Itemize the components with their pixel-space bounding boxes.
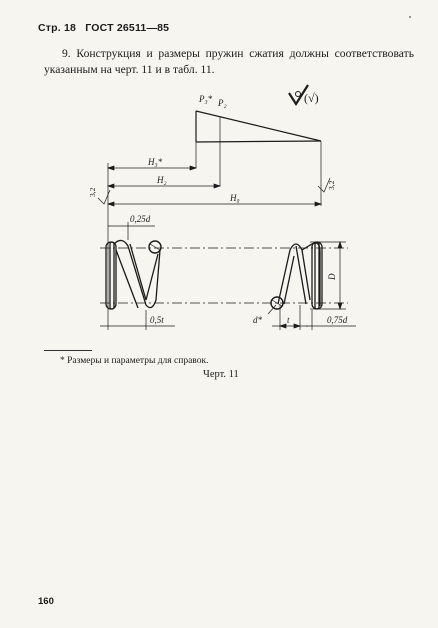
spring-coils-left [106, 240, 161, 309]
label-rough-right: 3,2 [327, 180, 336, 190]
label-p3: P₃* [199, 94, 213, 104]
label-wire-diameter: d* [253, 315, 262, 325]
figure-caption: Черт. 11 [203, 369, 239, 380]
label-h2: H₂ [157, 175, 167, 185]
label-0-5t: 0,5t [150, 315, 164, 325]
roughness-mark: (√) [304, 91, 319, 105]
label-pitch: t [287, 315, 290, 325]
scan-speck [409, 16, 411, 18]
label-0-75d: 0,75d [327, 315, 348, 325]
label-h3: H₃* [148, 157, 163, 167]
body-paragraph: 9. Конструкция и размеры пружин сжатия должны соответствовать указанным на черт. 11 и в табл. 11. [44, 47, 414, 76]
label-0-25d: 0,25d [130, 214, 151, 224]
load-diagram [196, 111, 321, 206]
page-number: 160 [38, 596, 54, 607]
footnote-rule [44, 350, 92, 351]
footnote: * Размеры и параметры для справок. [60, 356, 209, 366]
label-p2: P₂ [218, 98, 227, 108]
label-outer-diameter: D [327, 273, 337, 280]
label-rough-left: 3,2 [88, 187, 97, 197]
page-label: Стр. 18 [38, 22, 77, 34]
standard-code: ГОСТ 26511—85 [85, 22, 170, 34]
label-h0: H₀ [230, 193, 240, 203]
